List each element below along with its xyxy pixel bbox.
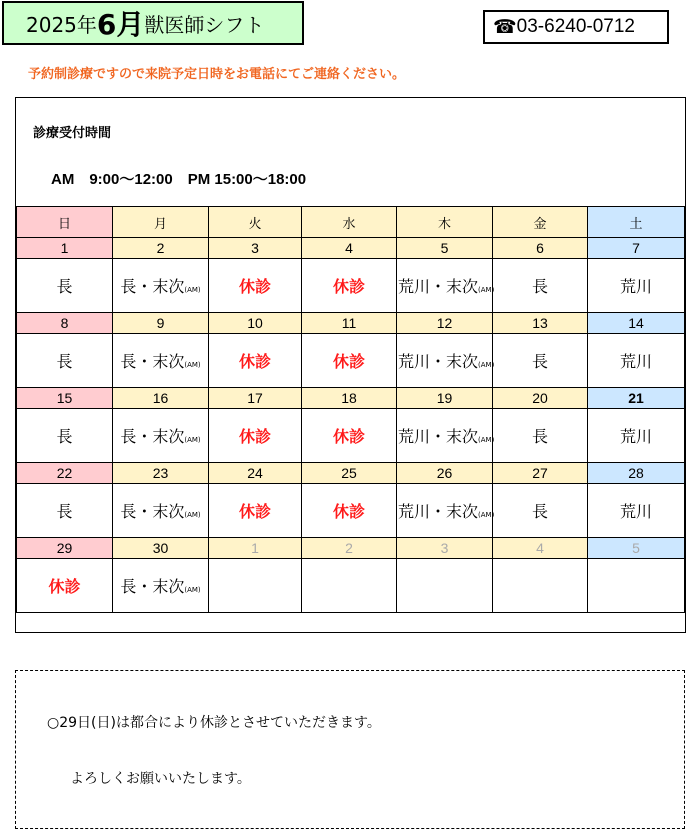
date-cell: 13 xyxy=(493,313,588,334)
date-cell: 17 xyxy=(209,388,302,409)
date-cell: 21 xyxy=(588,388,685,409)
am-mark: (AM) xyxy=(184,436,201,444)
doctor-names: 荒川 xyxy=(619,352,652,371)
shift-cell xyxy=(113,559,209,613)
shift-cell xyxy=(17,259,113,313)
shift-cell xyxy=(493,409,588,463)
date-cell: 3 xyxy=(397,538,493,559)
shift-cell xyxy=(113,484,209,538)
date-cell: 4 xyxy=(493,538,588,559)
closed-label: 休診 xyxy=(238,352,271,371)
shift-cell xyxy=(209,259,302,313)
date-cell: 25 xyxy=(302,463,397,484)
shift-cell xyxy=(302,409,397,463)
date-cell: 16 xyxy=(113,388,209,409)
shift-cell xyxy=(17,484,113,538)
doctor-names: 荒川・末次 xyxy=(398,352,479,371)
shift-cell xyxy=(493,259,588,313)
closed-label: 休診 xyxy=(332,502,365,521)
shift-cell xyxy=(588,559,685,613)
message-box xyxy=(15,670,685,829)
date-cell: 8 xyxy=(17,313,113,334)
closed-label: 休診 xyxy=(238,277,271,296)
am-mark: (AM) xyxy=(184,511,201,519)
shift-cell xyxy=(588,409,685,463)
date-cell: 19 xyxy=(397,388,493,409)
am-mark: (AM) xyxy=(478,286,495,294)
date-cell: 20 xyxy=(493,388,588,409)
doctor-names: 長 xyxy=(56,352,73,371)
am-mark: (AM) xyxy=(478,436,495,444)
closed-label: 休診 xyxy=(48,577,81,596)
shift-cell xyxy=(588,334,685,388)
am-mark: (AM) xyxy=(184,586,201,594)
title-month: 6月 xyxy=(96,8,145,41)
shift-cell xyxy=(17,559,113,613)
shift-cell xyxy=(397,559,493,613)
date-cell: 14 xyxy=(588,313,685,334)
shift-cell xyxy=(493,484,588,538)
am-mark: (AM) xyxy=(478,511,495,519)
phone-box xyxy=(483,10,669,44)
doctor-names: 荒川・末次 xyxy=(398,277,479,296)
date-cell: 9 xyxy=(113,313,209,334)
doctor-names: 荒川 xyxy=(619,427,652,446)
date-cell: 18 xyxy=(302,388,397,409)
shift-cell xyxy=(588,259,685,313)
phone-icon: ☎ xyxy=(493,16,517,38)
shift-cell xyxy=(209,484,302,538)
date-cell: 30 xyxy=(113,538,209,559)
shift-cell xyxy=(209,559,302,613)
date-cell: 2 xyxy=(113,238,209,259)
shift-cell xyxy=(209,334,302,388)
shift-cell xyxy=(113,334,209,388)
hours-heading: 診療受付時間 xyxy=(33,126,112,141)
doctor-names: 長・末次 xyxy=(120,277,185,296)
weekday-header: 金 xyxy=(493,207,588,238)
date-cell: 29 xyxy=(17,538,113,559)
date-cell: 22 xyxy=(17,463,113,484)
date-cell: 11 xyxy=(302,313,397,334)
shift-cell xyxy=(493,334,588,388)
am-mark: (AM) xyxy=(478,361,495,369)
weekday-header: 土 xyxy=(588,207,685,238)
shift-cell xyxy=(397,259,493,313)
shift-cell xyxy=(302,334,397,388)
shift-cell xyxy=(302,484,397,538)
date-cell: 2 xyxy=(302,538,397,559)
doctor-names: 長・末次 xyxy=(120,577,185,596)
doctor-names: 長 xyxy=(56,502,73,521)
doctor-names: 荒川・末次 xyxy=(398,427,479,446)
weekday-header: 日 xyxy=(17,207,113,238)
weekday-header: 水 xyxy=(302,207,397,238)
doctor-names: 長・末次 xyxy=(120,502,185,521)
shift-cell xyxy=(397,484,493,538)
shift-cell xyxy=(302,559,397,613)
title-year: 2025年 xyxy=(26,12,97,37)
reservation-notice: 予約制診療ですので来院予定日時をお電話にてご連絡ください。 xyxy=(28,67,406,82)
message-line-1: ○29日(日)は都合により休診とさせていただきます。 xyxy=(47,715,381,731)
date-cell: 3 xyxy=(209,238,302,259)
doctor-names: 長 xyxy=(531,277,548,296)
shift-cell xyxy=(17,409,113,463)
closed-label: 休診 xyxy=(238,427,271,446)
calendar-panel xyxy=(15,97,686,633)
shift-calendar xyxy=(16,206,685,613)
doctor-names: 荒川 xyxy=(619,502,652,521)
doctor-names: 長 xyxy=(531,502,548,521)
doctor-names: 荒川 xyxy=(619,277,652,296)
date-cell: 10 xyxy=(209,313,302,334)
shift-cell xyxy=(588,484,685,538)
shift-cell xyxy=(209,409,302,463)
hours-text: AM 9:00〜12:00 PM 15:00〜18:00 xyxy=(51,171,307,188)
weekday-header: 木 xyxy=(397,207,493,238)
date-cell: 27 xyxy=(493,463,588,484)
date-cell: 5 xyxy=(397,238,493,259)
doctor-names: 長 xyxy=(56,427,73,446)
date-cell: 4 xyxy=(302,238,397,259)
date-cell: 26 xyxy=(397,463,493,484)
date-cell: 24 xyxy=(209,463,302,484)
closed-label: 休診 xyxy=(332,352,365,371)
doctor-names: 荒川・末次 xyxy=(398,502,479,521)
am-mark: (AM) xyxy=(184,286,201,294)
shift-cell xyxy=(302,259,397,313)
closed-label: 休診 xyxy=(238,502,271,521)
phone-number: 03-6240-0712 xyxy=(516,16,635,37)
closed-label: 休診 xyxy=(332,277,365,296)
shift-cell xyxy=(113,409,209,463)
shift-cell xyxy=(493,559,588,613)
date-cell: 28 xyxy=(588,463,685,484)
title-box xyxy=(2,1,304,45)
weekday-header: 月 xyxy=(113,207,209,238)
am-mark: (AM) xyxy=(184,361,201,369)
date-cell: 5 xyxy=(588,538,685,559)
message-line-2: よろしくお願いいたします。 xyxy=(70,771,251,787)
doctor-names: 長 xyxy=(531,352,548,371)
weekday-header: 火 xyxy=(209,207,302,238)
date-cell: 12 xyxy=(397,313,493,334)
shift-cell xyxy=(397,409,493,463)
shift-cell xyxy=(17,334,113,388)
date-cell: 7 xyxy=(588,238,685,259)
doctor-names: 長・末次 xyxy=(120,427,185,446)
title-subtitle: 獣医師シフト xyxy=(144,12,265,37)
doctor-names: 長 xyxy=(56,277,73,296)
shift-cell xyxy=(113,259,209,313)
date-cell: 15 xyxy=(17,388,113,409)
closed-label: 休診 xyxy=(332,427,365,446)
shift-cell xyxy=(397,334,493,388)
date-cell: 1 xyxy=(209,538,302,559)
doctor-names: 長・末次 xyxy=(120,352,185,371)
date-cell: 23 xyxy=(113,463,209,484)
date-cell: 6 xyxy=(493,238,588,259)
doctor-names: 長 xyxy=(531,427,548,446)
date-cell: 1 xyxy=(17,238,113,259)
